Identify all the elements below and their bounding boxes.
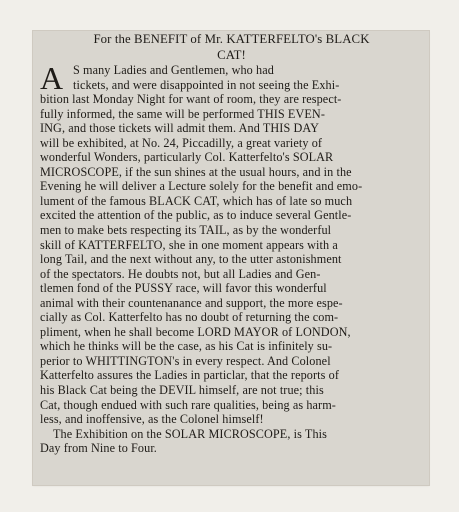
body-line-5: ING, and those tickets will admit them. And THIS DAY (40, 121, 320, 136)
body-line-16: tlemen fond of the PUSSY race, will favor this wonderful (40, 281, 327, 296)
body-line-15: of the spectators. He doubts not, but all Ladies and Gen- (40, 266, 321, 281)
body-line-3: bition last Monday Night for want of room, they are respect- (40, 92, 342, 107)
closing-line-2: Day from Nine to Four. (40, 441, 157, 456)
body-line-9: Evening he will deliver a Lecture solely for the benefit and emo- (40, 179, 363, 194)
advertisement-text (40, 32, 423, 456)
newspaper-clipping (33, 31, 429, 485)
body-line-2: tickets, and were disappointed in not seeing the Exhi- (73, 77, 340, 92)
body-line-13: skill of KATTERFELTO, she in one moment appears with a (40, 237, 338, 252)
body-line-4: fully informed, the same will be performed THIS EVEN- (40, 106, 325, 121)
heading-line-1: For the BENEFIT of Mr. KATTERFELTO's BLACK (93, 32, 370, 46)
body-line-6: will be exhibited, at No. 24, Piccadilly, a great variety of (40, 135, 323, 150)
opening-paragraph (40, 60, 423, 96)
body-line-18: cially as Col. Katterfelto has no doubt of returning the com- (40, 310, 339, 325)
body-line-23: his Black Cat being the DEVIL himself, are not true; this (40, 383, 324, 398)
body-line-21: perior to WHITTINGTON's in every respect. And Colonel (40, 353, 331, 368)
body-line-8: MICROSCOPE, if the sun shines at the usual hours, and in the (40, 164, 352, 179)
body-line-24: Cat, though endued with such rare qualities, being as harm- (40, 397, 336, 412)
body-line-25: less, and inoffensive, as the Colonel himself! (40, 412, 264, 427)
body-line-20: which he thinks will be the case, as his Cat is infinitely su- (40, 339, 333, 354)
body-line-22: Katterfelto assures the Ladies in particlar, that the reports of (40, 368, 339, 383)
body-line-10: lument of the famous BLACK CAT, which has of late so much (40, 193, 353, 208)
body-line-14: long Tail, and the next without any, to the utter astonishment (40, 252, 342, 267)
closing-line-1: The Exhibition on the SOLAR MICROSCOPE, is This (53, 426, 327, 441)
drop-cap: A (40, 60, 64, 96)
heading-line-2: CAT! (217, 47, 246, 62)
body-line-11: excited the attention of the public, as to induce several Gentle- (40, 208, 352, 223)
body-line-19: pliment, when he shall become LORD MAYOR of LONDON, (40, 324, 351, 339)
body-line-12: men to make bets respecting its TAIL, as by the wonderful (40, 223, 332, 238)
body-line-1: S many Ladies and Gentlemen, who had (73, 63, 274, 77)
body-line-17: animal with their countenanance and support, the more espe- (40, 295, 343, 310)
body-line-7: wonderful Wonders, particularly Col. Katterfelto's SOLAR (40, 150, 334, 165)
